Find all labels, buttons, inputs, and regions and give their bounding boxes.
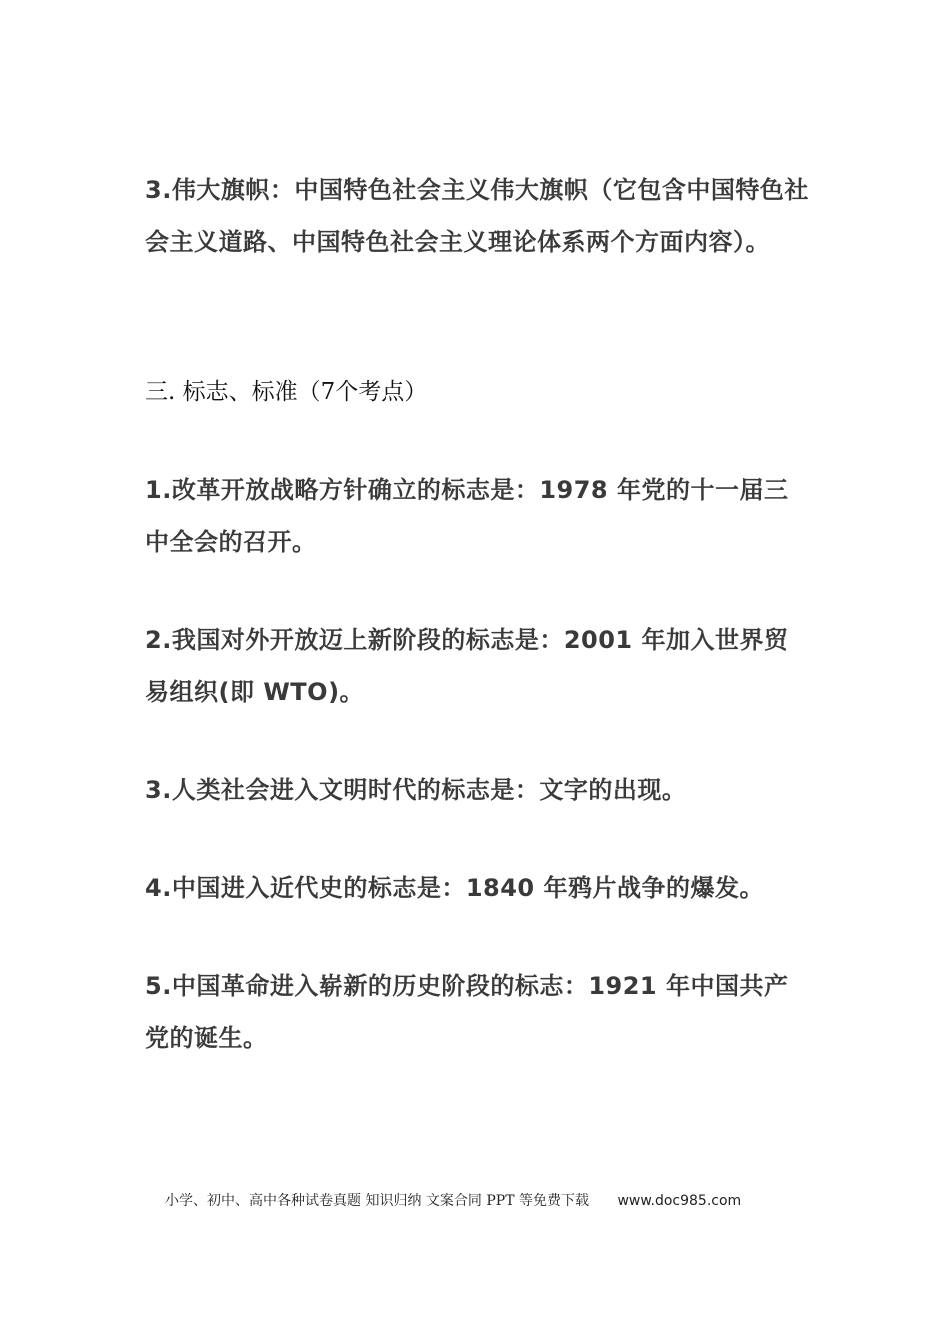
paragraph-item-3: 3.人类社会进入文明时代的标志是：文字的出现。 [145,776,687,804]
footer-text: 小学、初中、高中各种试卷真题 知识归纳 文案合同 PPT 等免费下载 [165,1193,589,1209]
section-heading: 三. 标志、标准（7个考点） [145,379,428,405]
page-footer [165,1190,805,1210]
paragraph-item-5: 5.中国革命进入崭新的历史阶段的标志：1921 年中国共产党的诞生。 [145,972,789,1052]
paragraph-item-4: 4.中国进入近代史的标志是：1840 年鸦片战争的爆发。 [145,874,764,902]
paragraph-great-banner: 3.伟大旗帜：中国特色社会主义伟大旗帜（它包含中国特色社会主义道路、中国特色社会主义理论体系两个方面内容）。 [145,176,809,256]
paragraph-item-1: 1.改革开放战略方针确立的标志是：1978 年党的十一届三中全会的召开。 [145,476,789,556]
paragraph-item-2: 2.我国对外开放迈上新阶段的标志是：2001 年加入世界贸易组织(即 WTO)。 [145,626,789,706]
footer-url-link[interactable]: www.doc985.com [617,1193,742,1209]
